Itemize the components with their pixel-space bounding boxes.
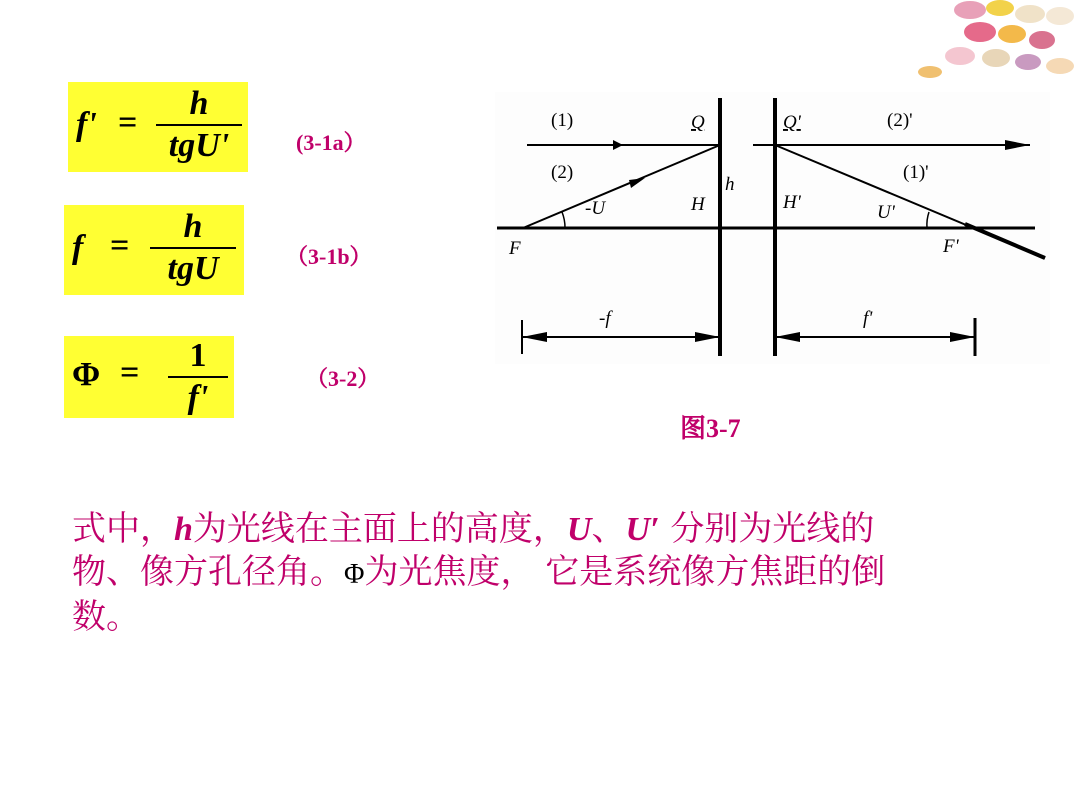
formula-fraction: [168, 338, 228, 416]
label-angle-u-prime: U': [877, 202, 895, 223]
label-distance-f: -f: [599, 308, 611, 329]
para-text-4: 为光焦度， 它是系统像方焦距的倒数。: [72, 552, 886, 637]
explanation-paragraph: [72, 508, 932, 638]
label-height-h: h: [725, 174, 735, 195]
label-ray-2: (2): [551, 162, 574, 183]
label-point-f-prime: F': [943, 236, 959, 257]
para-text-1: 式中，: [72, 509, 174, 549]
fraction-numerator: h: [183, 208, 203, 245]
figure-caption: 图3-7: [680, 414, 741, 443]
fraction-numerator: 1: [189, 337, 207, 374]
label-angle-u: -U: [585, 198, 606, 219]
label-ray-1: (1): [551, 110, 574, 131]
formula-fraction: [156, 86, 242, 164]
equation-label-3-2: （3-2）: [306, 366, 380, 391]
label-point-q: Q: [691, 112, 705, 133]
label-point-f: F: [509, 238, 521, 259]
fraction-numerator: h: [189, 85, 209, 122]
para-text-2: 为光线在主面上的高度，: [192, 509, 567, 549]
fraction-denominator: f': [187, 379, 209, 416]
formula-equals: =: [118, 104, 138, 141]
para-symbol-h: h: [174, 511, 193, 548]
para-symbol-u: U: [566, 511, 592, 548]
formula-equals: =: [120, 354, 140, 391]
formula-fraction: [150, 209, 236, 287]
para-symbol-u-prime: U′: [625, 511, 660, 548]
formula-equals: =: [110, 227, 130, 264]
fraction-denominator: tgU: [167, 250, 219, 287]
optics-diagram: [495, 92, 1050, 364]
label-point-h-prime: H': [783, 192, 801, 213]
label-point-h: H: [691, 194, 705, 215]
para-text-3: 分别为光线的物、像方孔径角。: [72, 509, 875, 592]
fraction-bar: [156, 124, 242, 126]
fraction-bar: [150, 247, 236, 249]
candy-decoration-image: [900, 0, 1080, 80]
label-ray-2-prime: (2)': [887, 110, 913, 131]
fraction-denominator: tgU': [168, 127, 230, 164]
formula-box-3-1b: [64, 205, 244, 295]
formula-box-3-1a: [68, 82, 248, 172]
equation-label-3-1b: （3-1b）: [286, 244, 372, 269]
equation-label-3-1a: (3-1a）: [296, 130, 366, 155]
fraction-bar: [168, 376, 228, 378]
formula-lhs: f: [72, 229, 84, 266]
para-separator: 、: [591, 509, 626, 549]
para-symbol-phi: Φ: [344, 559, 365, 590]
label-distance-f-prime: f': [863, 308, 873, 329]
label-point-q-prime: Q': [783, 112, 801, 133]
formula-box-3-2: [64, 336, 234, 418]
formula-lhs: Φ: [72, 356, 101, 393]
formula-lhs: f': [76, 106, 97, 143]
label-ray-1-prime: (1)': [903, 162, 929, 183]
